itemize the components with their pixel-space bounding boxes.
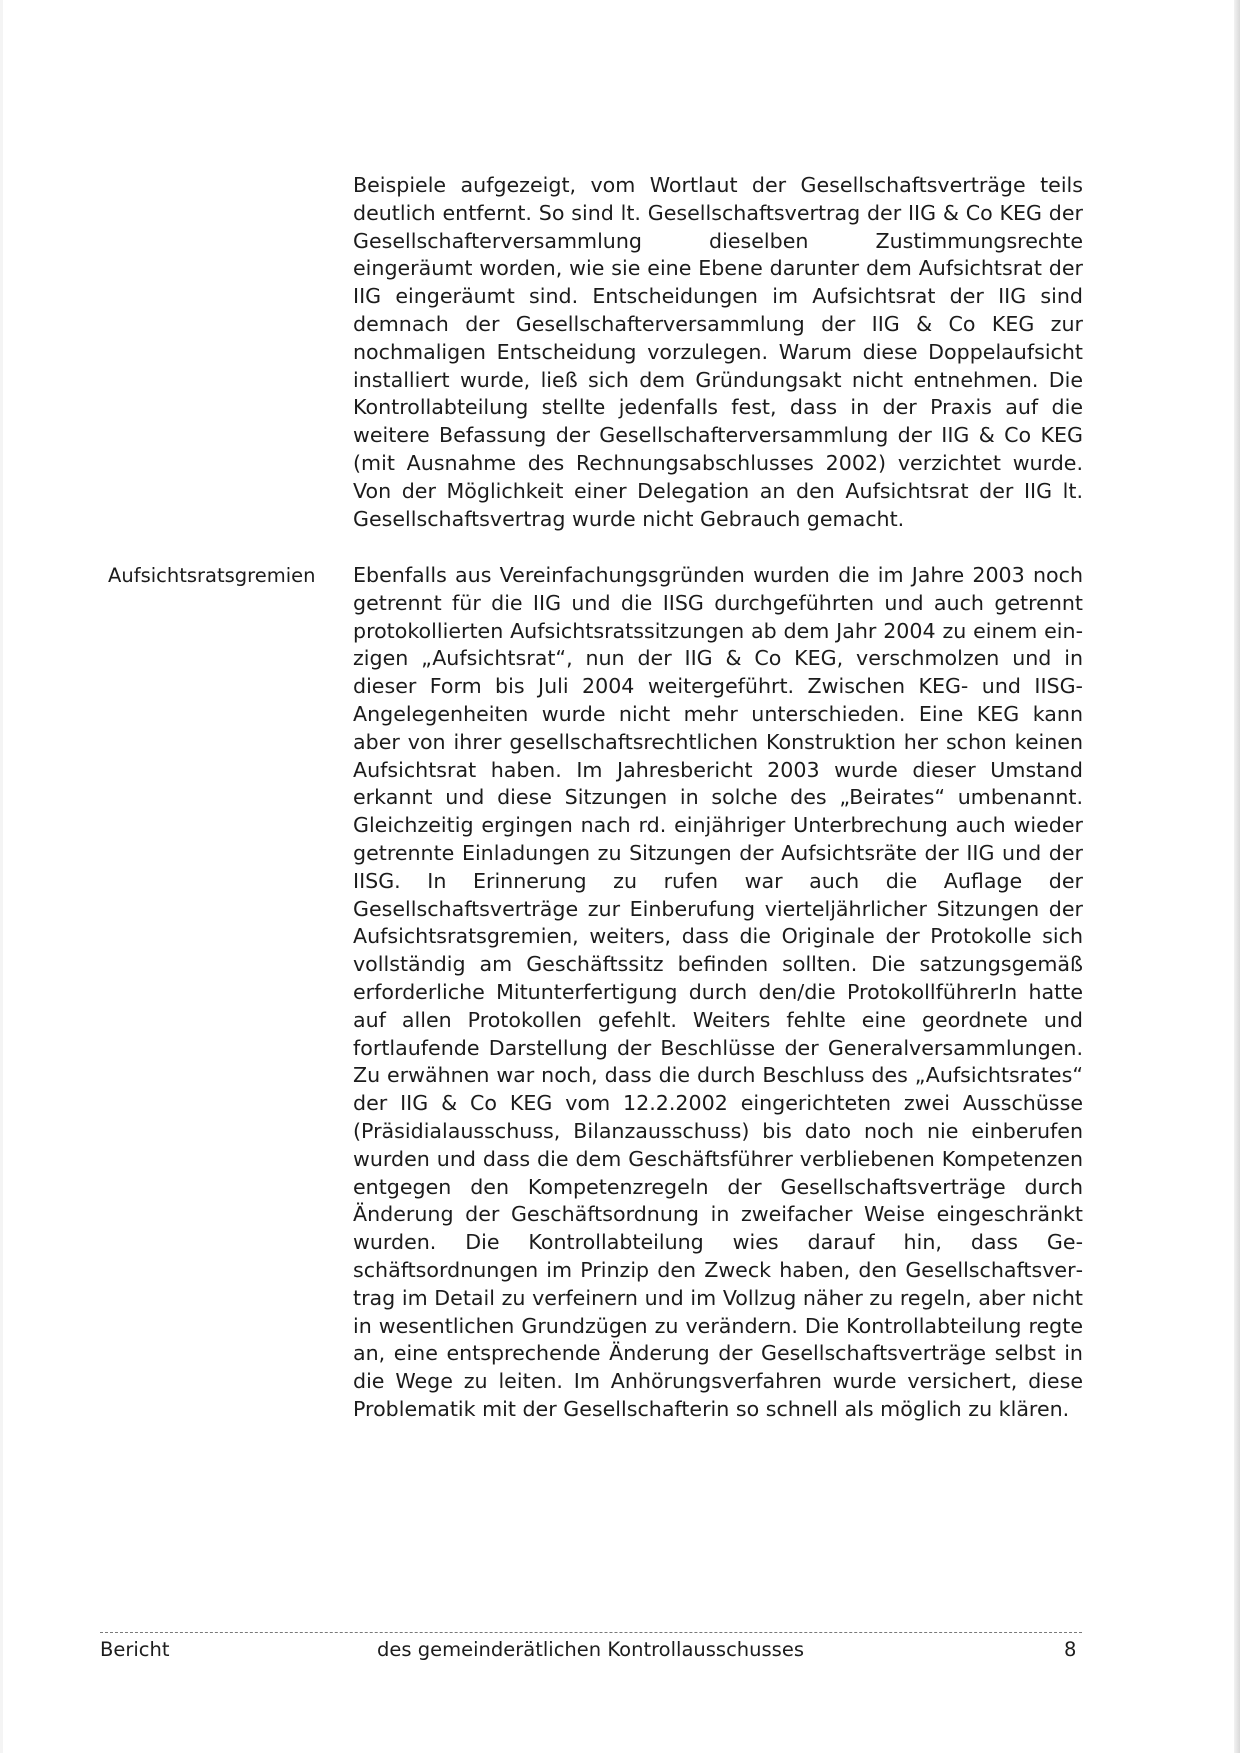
body-paragraph-continued: Beispiele aufgezeigt, vom Wortlaut der Gesellschaftsverträge teils deutlich entfernt. So sind lt. Gesellschaftsvertrag der IIG & Co KEG der Gesellschafterversammlung dieselben Zustimmungsrechte eingeräumt worden, wie sie eine Ebene darunter dem Aufsichtsrat der IIG eingeräumt sind. Entscheidungen im Aufsichtsrat der IIG sind demnach der Gesellschafterversammlung der IIG & Co KEG zur nochmaligen Entscheidung vorzulegen. Warum diese Doppelaufsicht installiert wurde, ließ sich dem Gründungsakt nicht entnehmen. Die Kontrollabteilung stellte jedenfalls fest, dass in der Praxis auf die weitere Befassung der Gesellschafterversammlung der IIG & Co KEG (mit Ausnahme des Rechnungsabschlusses 2002) verzichtet wurde. Von der Möglichkeit einer Delegation an den Aufsichtsrat der IIG lt. Gesellschaftsvertrag wurde nicht Gebrauch gemacht. xyxy=(353,173,1083,531)
footer-committee-label: des gemeinderätlichen Kontrollausschusses xyxy=(377,1638,804,1661)
margin-heading: Aufsichtsratsgremien xyxy=(108,564,316,587)
scan-edge-right xyxy=(1234,0,1240,1753)
page-number: 8 xyxy=(1064,1638,1077,1661)
footer-divider xyxy=(100,1632,1082,1633)
footer-report-label: Bericht xyxy=(100,1638,170,1661)
scan-edge-left xyxy=(0,0,3,1753)
body-paragraph-aufsichtsratsgremien: Ebenfalls aus Vereinfachungsgründen wurden die im Jahre 2003 noch getrennt für die IIG und die IISG durchgeführten und auch getrennt protokollierten Aufsichtsratssitzungen ab dem Jahr 2004 zu einem einzigen „Aufsichtsrat“, nun der IIG & Co KEG, verschmolzen und in dieser Form bis Juli 2004 weitergeführt. Zwischen KEG- und IISG-Angelegenheiten wurde nicht mehr unterschieden. Eine KEG kann aber von ihrer gesellschaftsrechtlichen Konstruktion her schon keinen Aufsichtsrat haben. Im Jahresbericht 2003 wurde dieser Umstand erkannt und diese Sitzungen in solche des „Beirates“ umbenannt. Gleichzeitig ergingen nach rd. einjähriger Unterbrechung auch wieder getrennte Einladungen zu Sitzungen der Aufsichtsräte der IIG und der IISG. In Erinnerung zu rufen war auch die Auflage der Gesellschaftsverträge zur Einberufung vierteljährlicher Sitzungen der Aufsichtsratsgremien, weiters, dass die Originale der Protokolle sich vollständig am Geschäftssitz befinden sollten. Die satzungsgemäß erforderliche Mitunterfertigung durch den/die ProtokollführerIn hatte auf allen Protokollen gefehlt. Weiters fehlte eine geordnete und fortlaufende Darstellung der Beschlüsse der Generalversammlungen. Zu erwähnen war noch, dass die durch Beschluss des „Aufsichtsrates“ der IIG & Co KEG vom 12.2.2002 eingerichteten zwei Ausschüsse (Präsidialausschuss, Bilanzausschuss) bis dato noch nie einberufen wurden und dass die dem Geschäftsführer verbliebenen Kompetenzen entgegen den Kompetenzregeln der Gesellschaftsverträge durch Änderung der Geschäftsordnung in zweifacher Weise eingeschränkt wurden. Die Kontrollabteilung wies darauf hin, dass Geschäftsordnungen im Prinzip den Zweck haben, den Gesellschaftsvertrag im Detail zu verfeinern und im Vollzug näher zu regeln, aber nicht in wesentlichen Grundzügen zu verändern. Die Kontrollabteilung regte an, eine entsprechende Änderung der Gesellschaftsverträge selbst in die Wege zu leiten. Im Anhörungsverfahren wurde versichert, diese Problematik mit der Gesellschafterin so schnell als möglich zu klären. xyxy=(353,563,1083,1421)
